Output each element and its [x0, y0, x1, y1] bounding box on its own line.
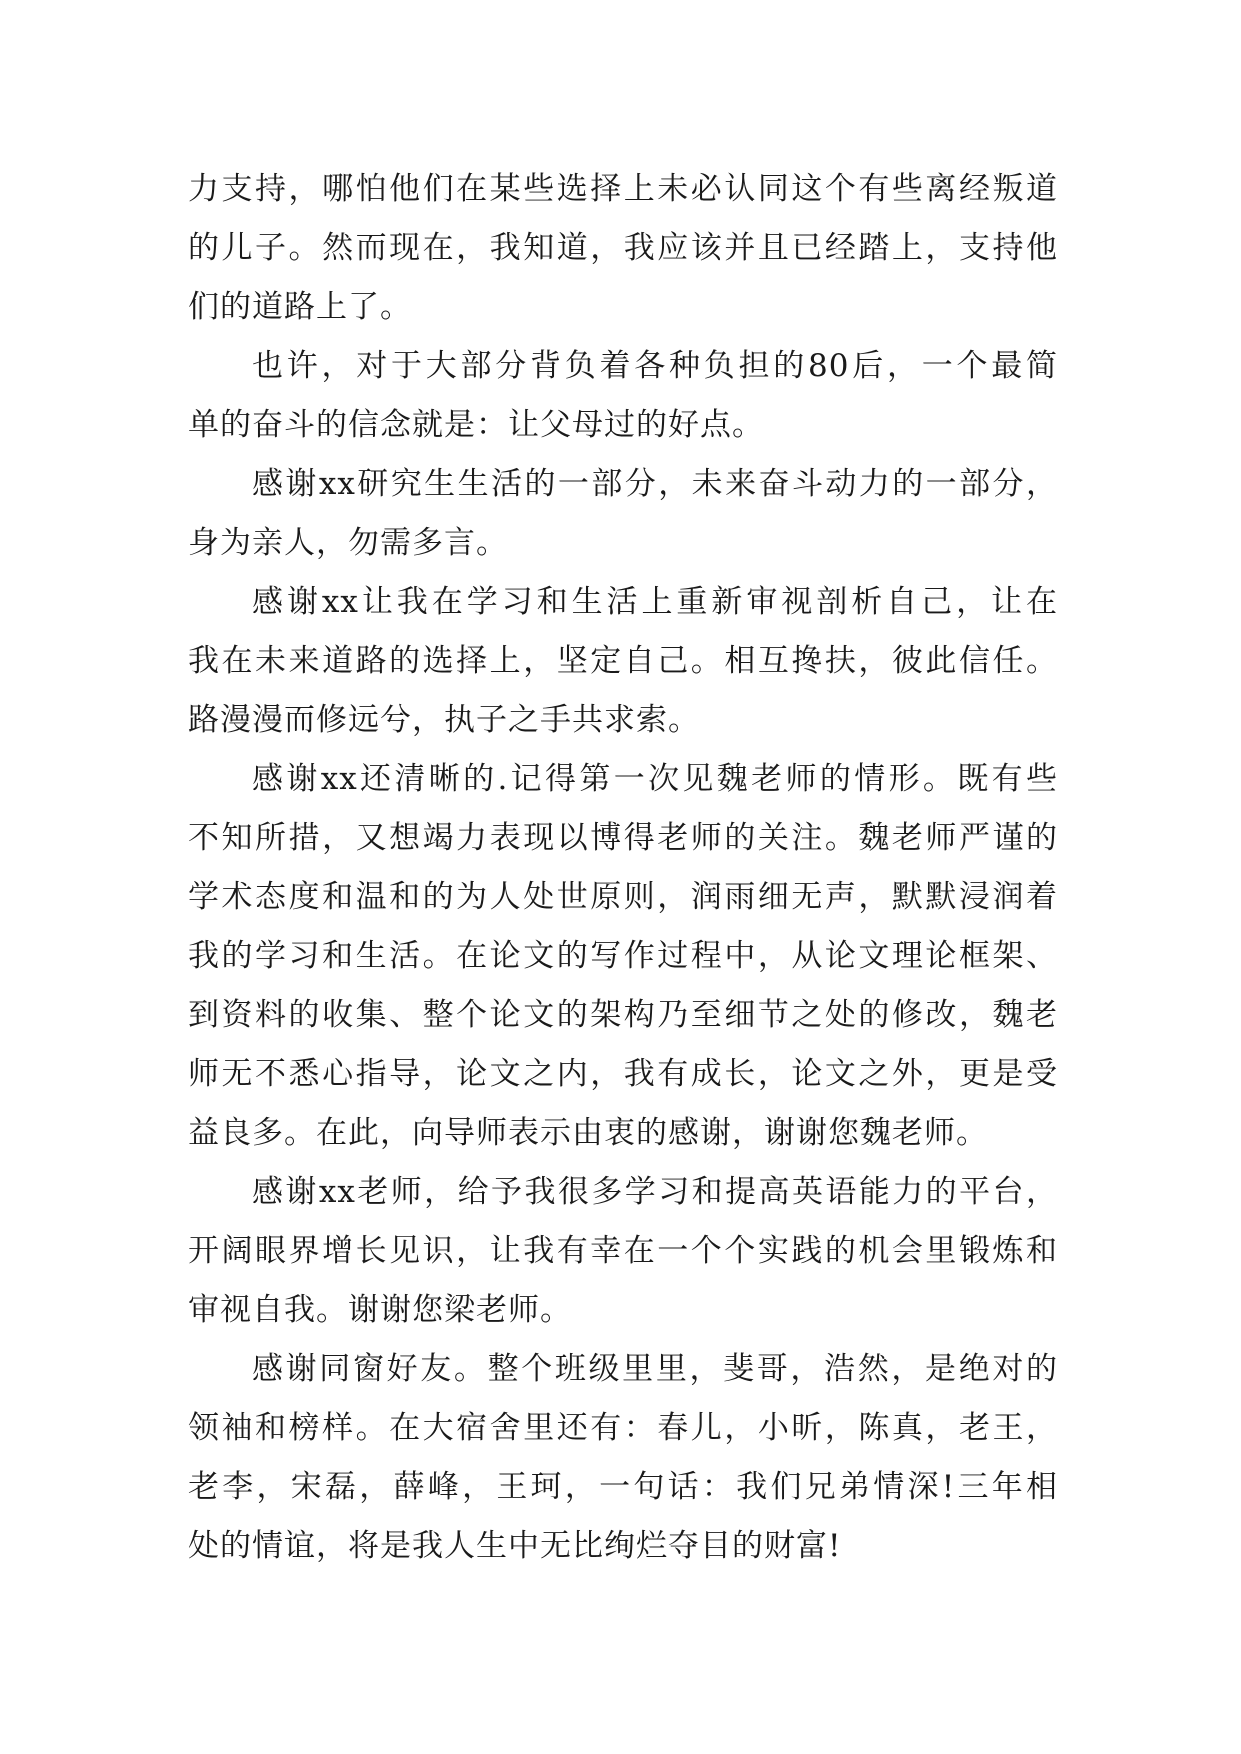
text-line: 学术态度和温和的为人处世原则，润雨细无声，默默浸润着	[188, 879, 1058, 915]
text-line: 感谢同窗好友。整个班级里里，斐哥，浩然，是绝对的	[252, 1351, 1058, 1387]
paragraph	[188, 573, 1058, 750]
text-line: 单的奋斗的信念就是：让父母过的好点。	[188, 407, 764, 443]
text-line: 审视自我。谢谢您梁老师。	[188, 1292, 572, 1328]
text-line: 益良多。在此，向导师表示由衷的感谢，谢谢您魏老师。	[188, 1115, 988, 1151]
text-line: 我在未来道路的选择上，坚定自己。相互搀扶，彼此信任。	[188, 643, 1058, 679]
text-line: 力支持，哪怕他们在某些选择上未必认同这个有些离经叛道	[188, 171, 1058, 207]
text-line: 身为亲人，勿需多言。	[188, 525, 508, 561]
text-line: 也许，对于大部分背负着各种负担的80后，一个最简	[252, 348, 1058, 384]
text-line: 处的情谊，将是我人生中无比绚烂夺目的财富!	[188, 1528, 842, 1564]
text-line: 我的学习和生活。在论文的写作过程中，从论文理论框架、	[188, 938, 1058, 974]
paragraph	[188, 1163, 1058, 1340]
text-line: 老李，宋磊，薛峰，王珂，一句话：我们兄弟情深!三年相	[188, 1469, 1058, 1505]
paragraph	[188, 455, 1058, 573]
paragraph	[188, 750, 1058, 1163]
paragraph	[188, 1340, 1058, 1576]
text-line: 感谢xx让我在学习和生活上重新审视剖析自己，让在	[252, 584, 1058, 620]
text-line: 路漫漫而修远兮，执子之手共求索。	[188, 702, 700, 738]
text-line: 的儿子。然而现在，我知道，我应该并且已经踏上，支持他	[188, 230, 1058, 266]
text-line: 师无不悉心指导，论文之内，我有成长，论文之外，更是受	[188, 1056, 1058, 1092]
text-line: 感谢xx老师，给予我很多学习和提高英语能力的平台，	[252, 1174, 1058, 1210]
text-line: 开阔眼界增长见识，让我有幸在一个个实践的机会里锻炼和	[188, 1233, 1058, 1269]
text-line: 感谢xx研究生生活的一部分，未来奋斗动力的一部分，	[252, 466, 1058, 502]
text-line: 感谢xx还清晰的.记得第一次见魏老师的情形。既有些	[252, 761, 1058, 797]
document-body	[188, 160, 1058, 1576]
paragraph	[188, 337, 1058, 455]
paragraph	[188, 160, 1058, 337]
text-line: 不知所措，又想竭力表现以博得老师的关注。魏老师严谨的	[188, 820, 1058, 856]
text-line: 领袖和榜样。在大宿舍里还有：春儿，小昕，陈真，老王，	[188, 1410, 1058, 1446]
text-line: 们的道路上了。	[188, 289, 412, 325]
text-line: 到资料的收集、整个论文的架构乃至细节之处的修改，魏老	[188, 997, 1058, 1033]
